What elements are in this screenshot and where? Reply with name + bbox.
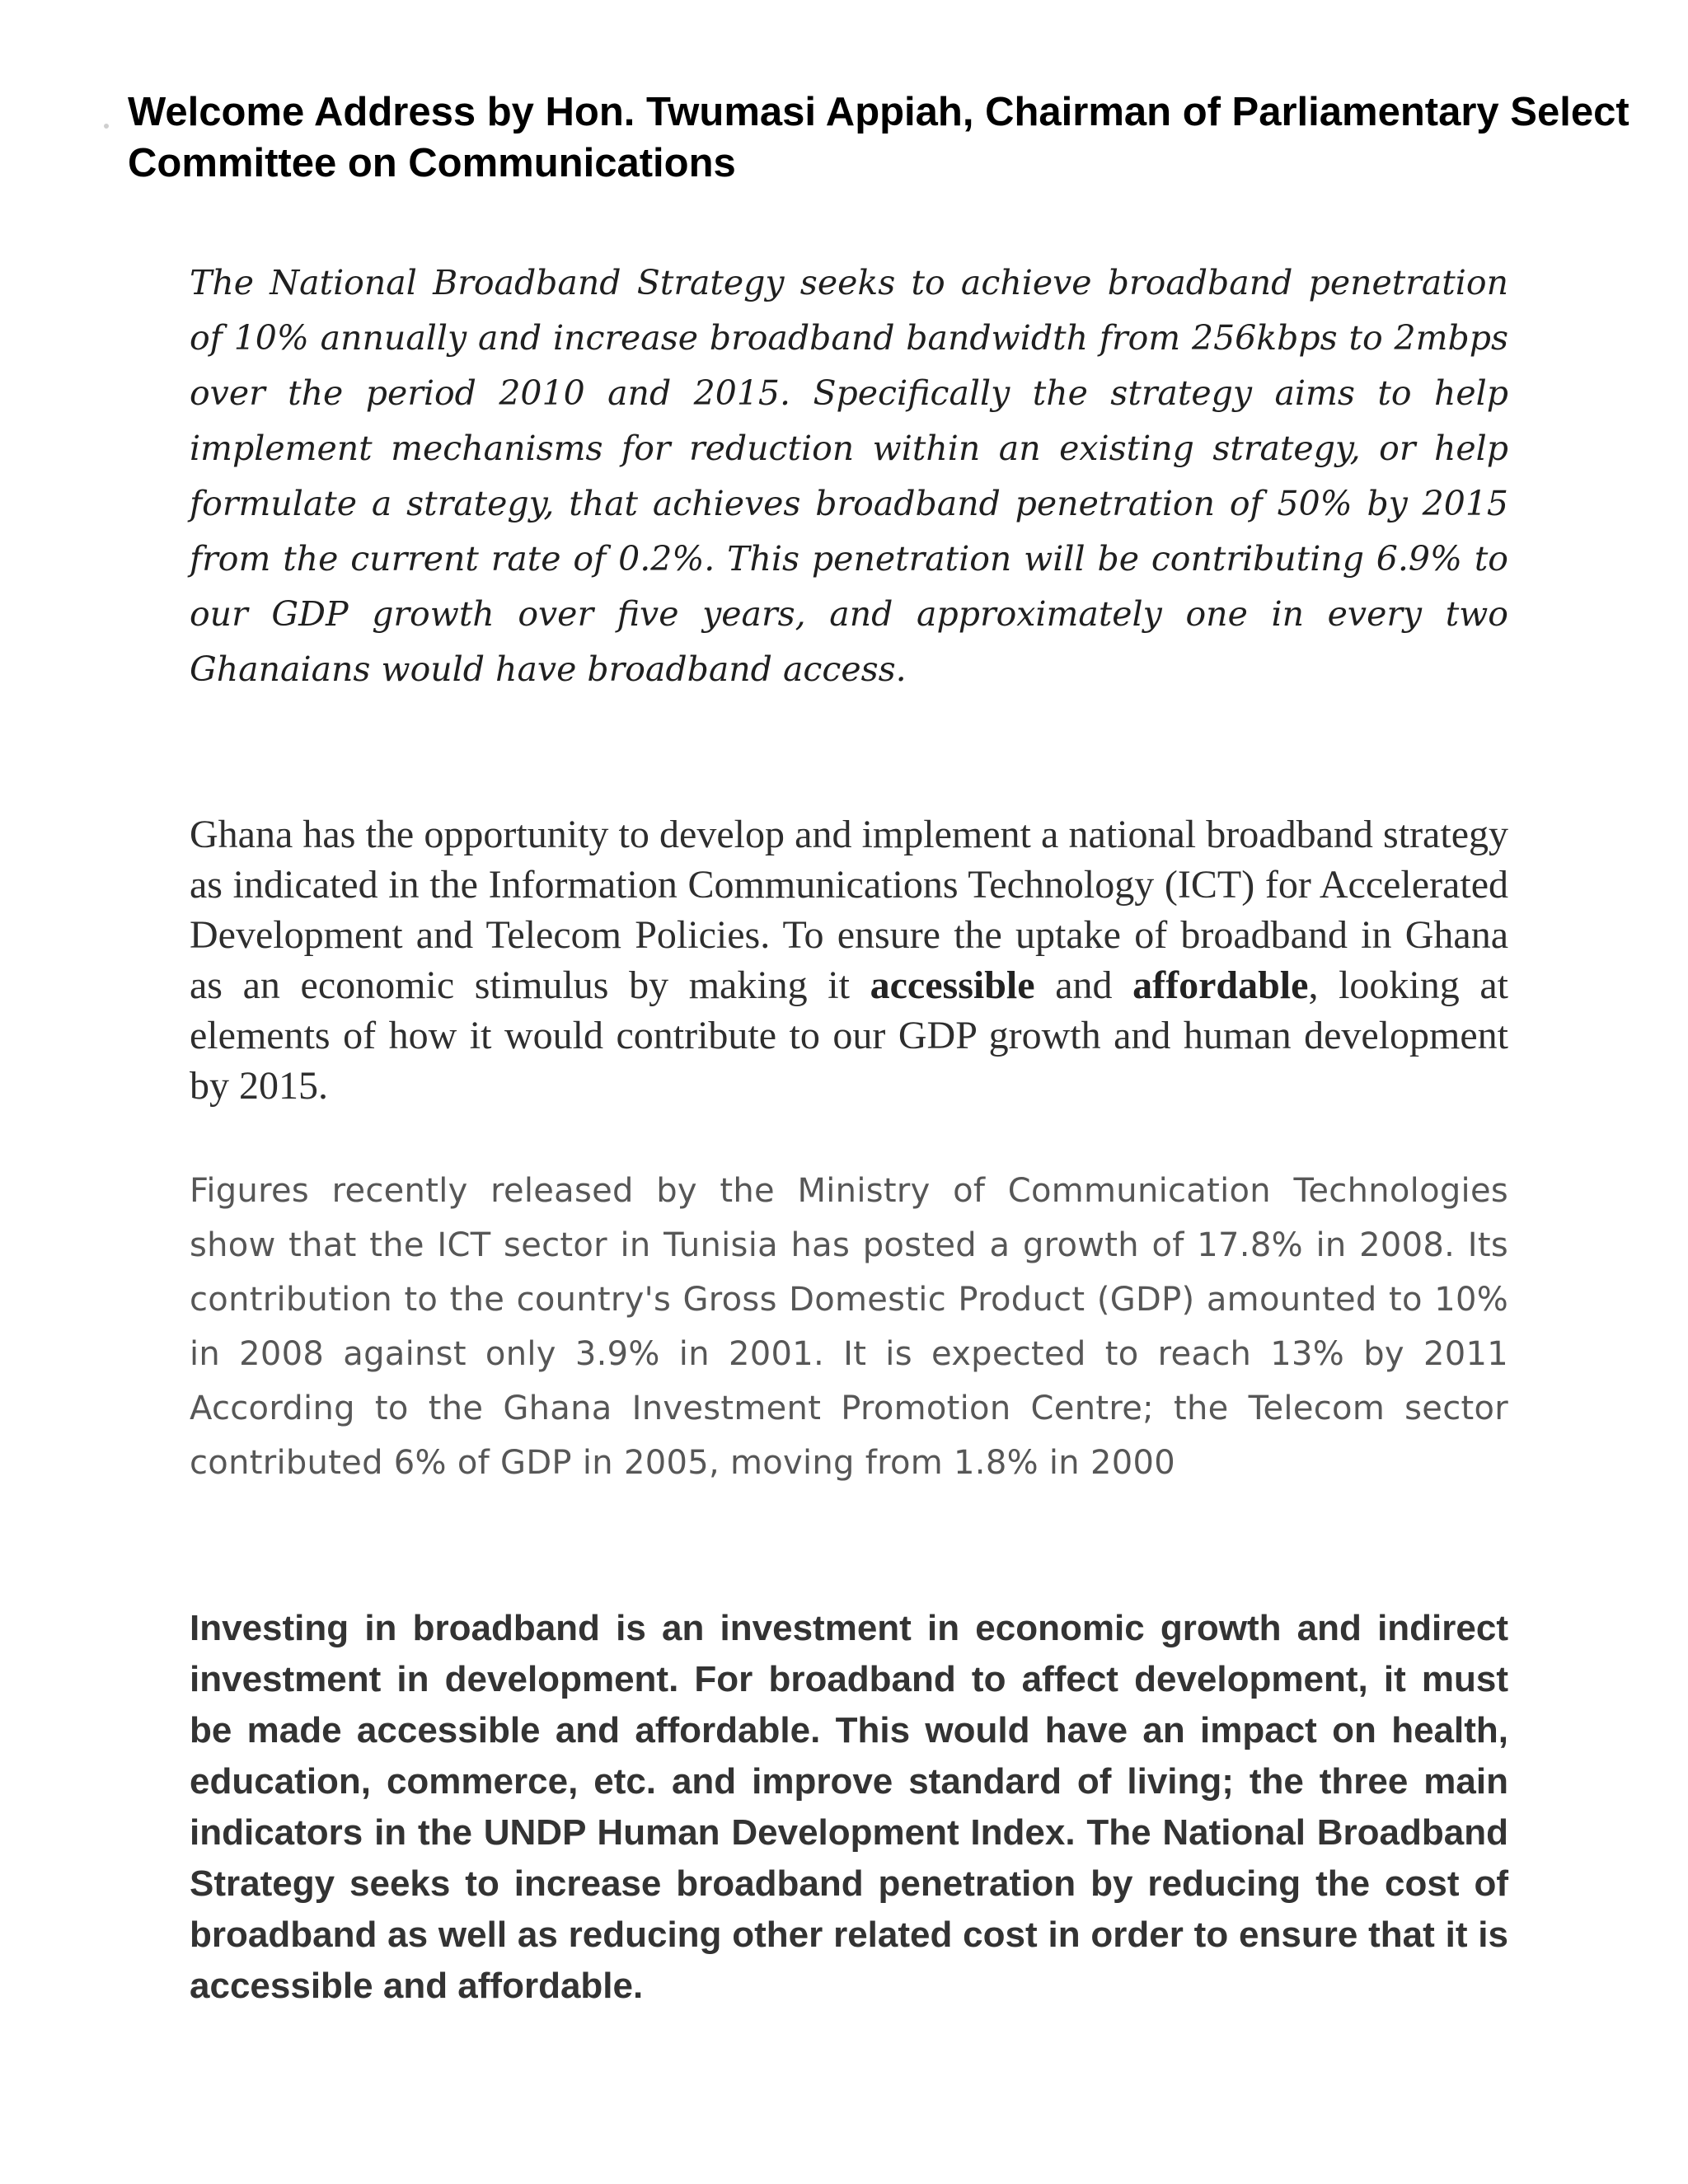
scan-artifact (104, 124, 109, 129)
opportunity-bold-affordable: affordable (1132, 963, 1309, 1007)
opportunity-text-part-1: Ghana has the opportunity to develop and implement a national broadband strategy as indicated in the Information Communications Technology (ICT) for Accelerated Development and Telecom Policies. To ensure the uptake of broadband in Ghana as an economic stimulus by making it (190, 813, 1508, 1007)
opportunity-text-part-3: , looking at elements of how it would contribute to our GDP growth and human development by 2015. (190, 963, 1508, 1108)
page-title: Welcome Address by Hon. Twumasi Appiah, Chairman of Parliamentary Select Committee on Communications (128, 90, 1629, 185)
strategy-paragraph: The National Broadband Strategy seeks to achieve broadband penetration of 10% annually and increase broadband bandwidth from 256kbps to 2mbps over the period 2010 and 2015. Specifically the strategy aims to help implement mechanisms for reduction within an existing strategy, or help formulate a strategy, that achieves broadband penetration of 50% by 2015 from the current rate of 0.2%. This penetration will be contributing 6.9% to our GDP growth over five years, and approximately one in every two Ghanaians would have broadband access. (190, 263, 1508, 689)
opportunity-text-part-2: and (1034, 963, 1133, 1007)
figures-paragraph: Figures recently released by the Ministry of Communication Technologies show that the ICT sector in Tunisia has posted a growth of 17.8% in 2008. Its contribution to the country's Gross Domestic Product (GDP) amounted to 10% in 2008 against only 3.9% in 2001. It is expected to reach 13% by 2011 According to the Ghana Investment Promotion Centre; the Telecom sector contributed 6% of GDP in 2005, moving from 1.8% in 2000 (190, 1172, 1508, 1482)
opportunity-paragraph (190, 809, 1508, 1111)
investment-paragraph: Investing in broadband is an investment in economic growth and indirect investment in development. For broadband to affect development, it must be made accessible and affordable. This would have an impact on health, education, commerce, etc. and improve standard of living; the three main indicators in the UNDP Human Development Index. The National Broadband Strategy seeks to increase broadband penetration by reducing the cost of broadband as well as reducing other related cost in order to ensure that it is accessible and affordable. (190, 1608, 1508, 2006)
opportunity-bold-accessible: accessible (870, 963, 1035, 1007)
